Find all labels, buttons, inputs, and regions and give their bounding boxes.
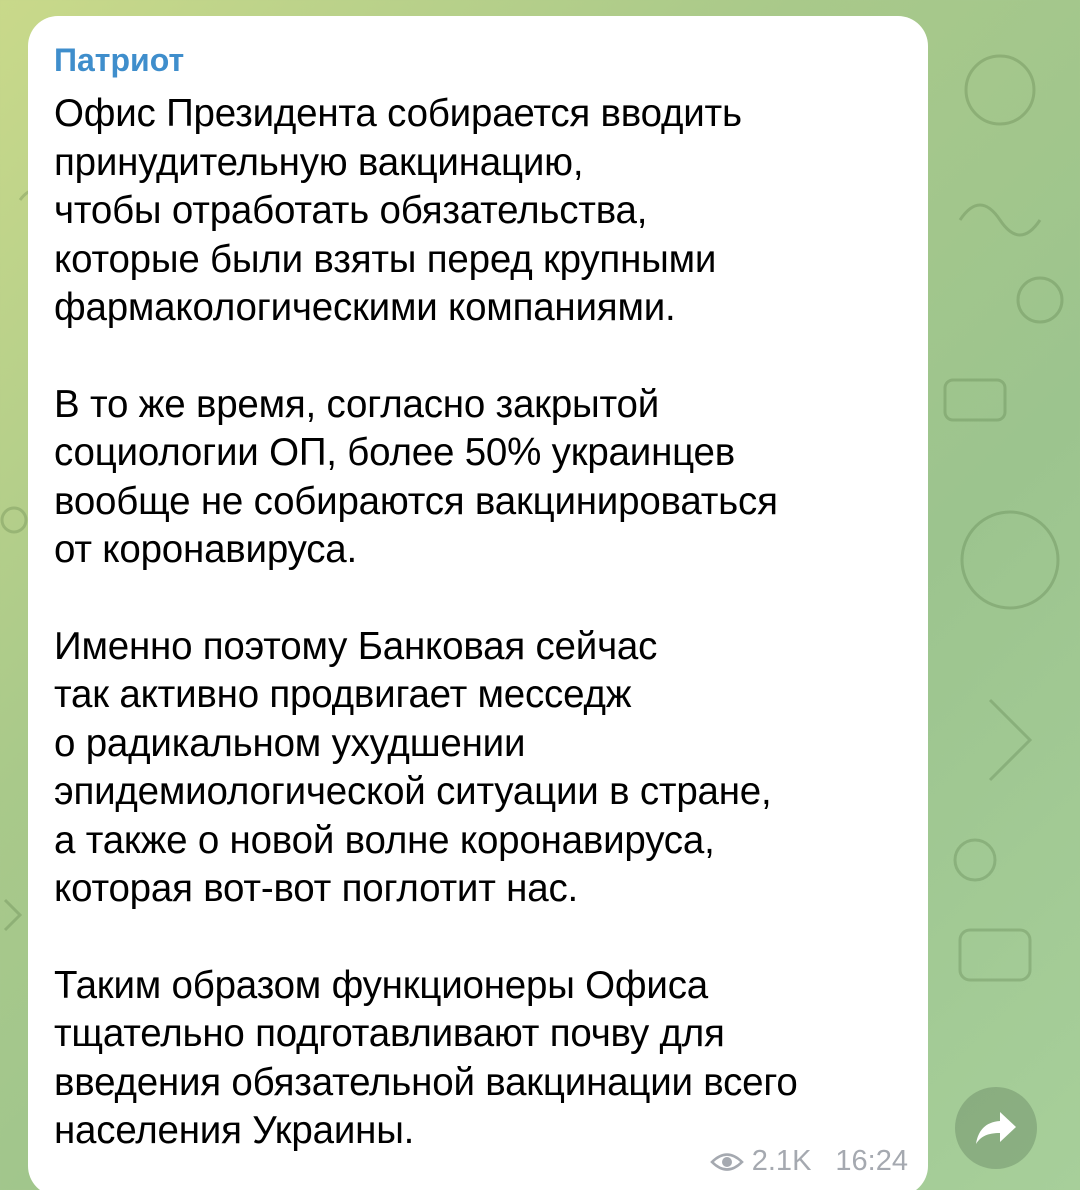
message-line: социологии ОП, более 50% украинцев <box>54 431 736 474</box>
message-bubble <box>28 16 928 1190</box>
message-line: В то же время, согласно закрытой <box>54 382 660 426</box>
channel-name[interactable]: Патриот <box>54 42 185 78</box>
message-line: чтобы отработать обязательства, <box>54 189 648 232</box>
message-line: введения обязательной вакцинации всего <box>54 1060 798 1104</box>
message-paragraph <box>54 623 904 914</box>
message-line: тщательно подготавливают почву для <box>54 1012 725 1055</box>
message-line: вообще не собираются вакцинироваться <box>54 479 778 523</box>
message-line: эпидемиологической ситуации в стране, <box>54 770 772 813</box>
message-line: Именно поэтому Банковая сейчас <box>54 624 658 668</box>
message-time: 16:24 <box>835 1145 908 1177</box>
views-count: 2.1K <box>751 1145 812 1177</box>
message-line: которая вот-вот поглотит нас. <box>54 867 578 910</box>
message-line: которые были взяты перед крупными <box>54 237 717 281</box>
eye-icon <box>710 1151 744 1173</box>
message-line: о радикальном ухудшении <box>54 721 526 765</box>
message-paragraph <box>54 90 904 333</box>
share-arrow-icon <box>974 1110 1018 1146</box>
message-paragraph <box>54 962 904 1156</box>
message-line: от коронавируса. <box>54 528 357 571</box>
message-meta <box>710 1145 908 1178</box>
message-line: Таким образом функционеры Офиса <box>54 963 708 1007</box>
message-line: фармакологическими компаниями. <box>54 286 676 329</box>
message-line: населения Украины. <box>54 1109 415 1152</box>
message-line: Офис Президента собирается вводить <box>54 92 742 135</box>
share-button[interactable] <box>955 1087 1037 1169</box>
message-paragraph <box>54 381 904 575</box>
message-line: принудительную вакцинацию, <box>54 140 584 184</box>
message-line: так активно продвигает месседж <box>54 673 632 716</box>
message-line: а также о новой волне коронавируса, <box>54 818 715 862</box>
